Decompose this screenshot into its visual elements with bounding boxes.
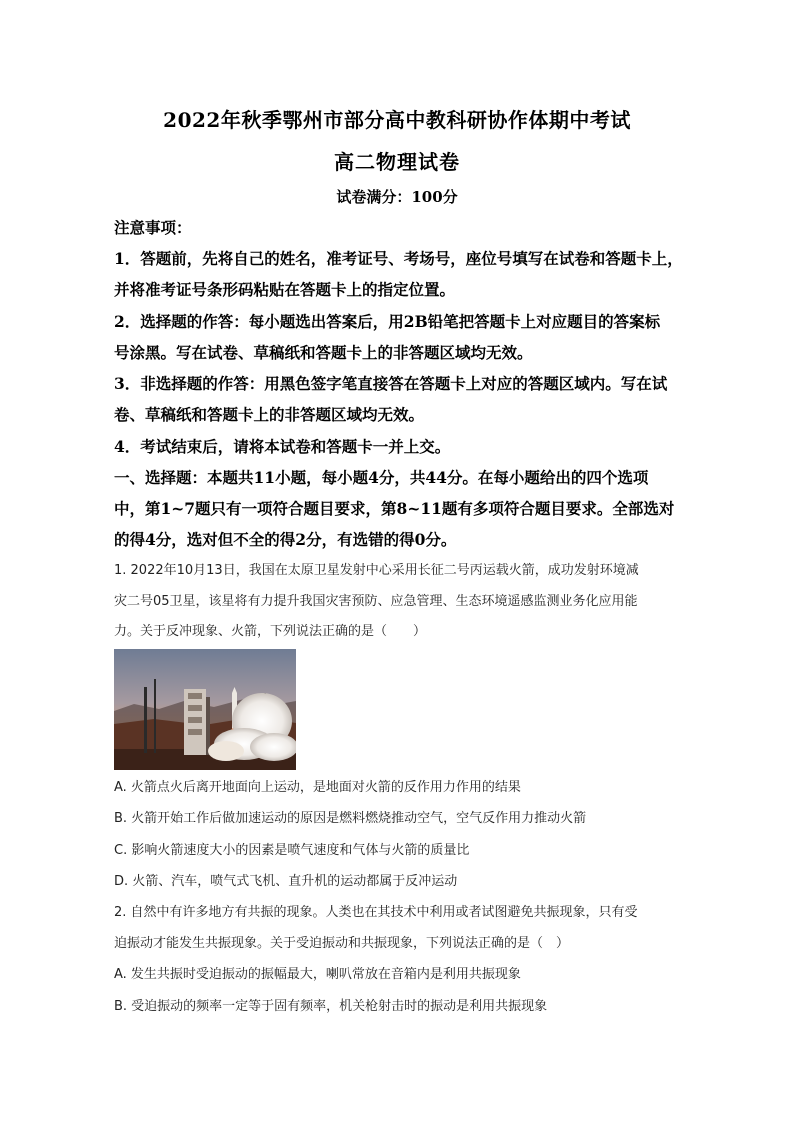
notice-item-1-line-2: 并将准考证号条形码粘贴在答题卡上的指定位置。 <box>114 280 456 299</box>
notice-item-3-line-2: 卷、草稿纸和答题卡上的非答题区域均无效。 <box>114 405 425 424</box>
section-1-line-1: 一、选择题：本题共11小题，每小题4分，共44分。在每小题给出的四个选项 <box>114 468 649 487</box>
exam-score: 试卷满分：100分 <box>336 188 458 206</box>
question-2-line-1: 2. 自然中有许多地方有共振的现象。人类也在其技术中利用或者试图避免共振现象，只有受 <box>114 905 638 920</box>
notice-heading: 注意事项： <box>114 218 192 237</box>
question-1-line-2: 灾二号05卫星，该星将有力提升我国灾害预防、应急管理、生态环境遥感监测业务化应用能 <box>114 594 638 609</box>
exam-subtitle: 高二物理试卷 <box>334 150 460 174</box>
question-1-option-c: C. 影响火箭速度大小的因素是喷气速度和气体与火箭的质量比 <box>114 843 470 858</box>
question-2-option-a: A. 发生共振时受迫振动的振幅最大，喇叭常放在音箱内是利用共振现象 <box>114 967 521 982</box>
notice-item-2-line-2: 号涂黑。写在试卷、草稿纸和答题卡上的非答题区域均无效。 <box>114 343 533 362</box>
question-1-line-1: 1. 2022年10月13日，我国在太原卫星发射中心采用长征二号丙运载火箭，成功发射环境减 <box>114 563 639 578</box>
question-1-option-a: A. 火箭点火后离开地面向上运动，是地面对火箭的反作用力作用的结果 <box>114 780 521 795</box>
rocket-launch-photo <box>114 649 296 770</box>
notice-item-4: 4．考试结束后，请将本试卷和答题卡一并上交。 <box>114 437 451 456</box>
question-2-option-b: B. 受迫振动的频率一定等于固有频率，机关枪射击时的振动是利用共振现象 <box>114 999 548 1014</box>
notice-item-3-line-1: 3．非选择题的作答：用黑色签字笔直接答在答题卡上对应的答题区域内。写在试 <box>114 374 668 393</box>
section-1-line-2: 中，第1~7题只有一项符合题目要求，第8~11题有多项符合题目要求。全部选对 <box>114 499 675 518</box>
question-1-option-d: D. 火箭、汽车，喷气式飞机、直升机的运动都属于反冲运动 <box>114 874 458 889</box>
notice-item-1-line-1: 1．答题前，先将自己的姓名，准考证号、考场号，座位号填写在试卷和答题卡上， <box>114 249 683 268</box>
question-2-line-2: 迫振动才能发生共振现象。关于受迫振动和共振现象，下列说法正确的是（ ） <box>114 936 570 951</box>
section-1-line-3: 的得4分，选对但不全的得2分，有选错的得0分。 <box>114 530 457 549</box>
question-1-line-3: 力。关于反冲现象、火箭，下列说法正确的是（ ） <box>114 624 427 639</box>
notice-item-2-line-1: 2．选择题的作答：每小题选出答案后，用2B铅笔把答题卡上对应题目的答案标 <box>114 312 661 331</box>
exam-title: 2022年秋季鄂州市部分高中教科研协作体期中考试 <box>163 108 631 132</box>
question-1-option-b: B. 火箭开始工作后做加速运动的原因是燃料燃烧推动空气，空气反作用力推动火箭 <box>114 811 587 826</box>
